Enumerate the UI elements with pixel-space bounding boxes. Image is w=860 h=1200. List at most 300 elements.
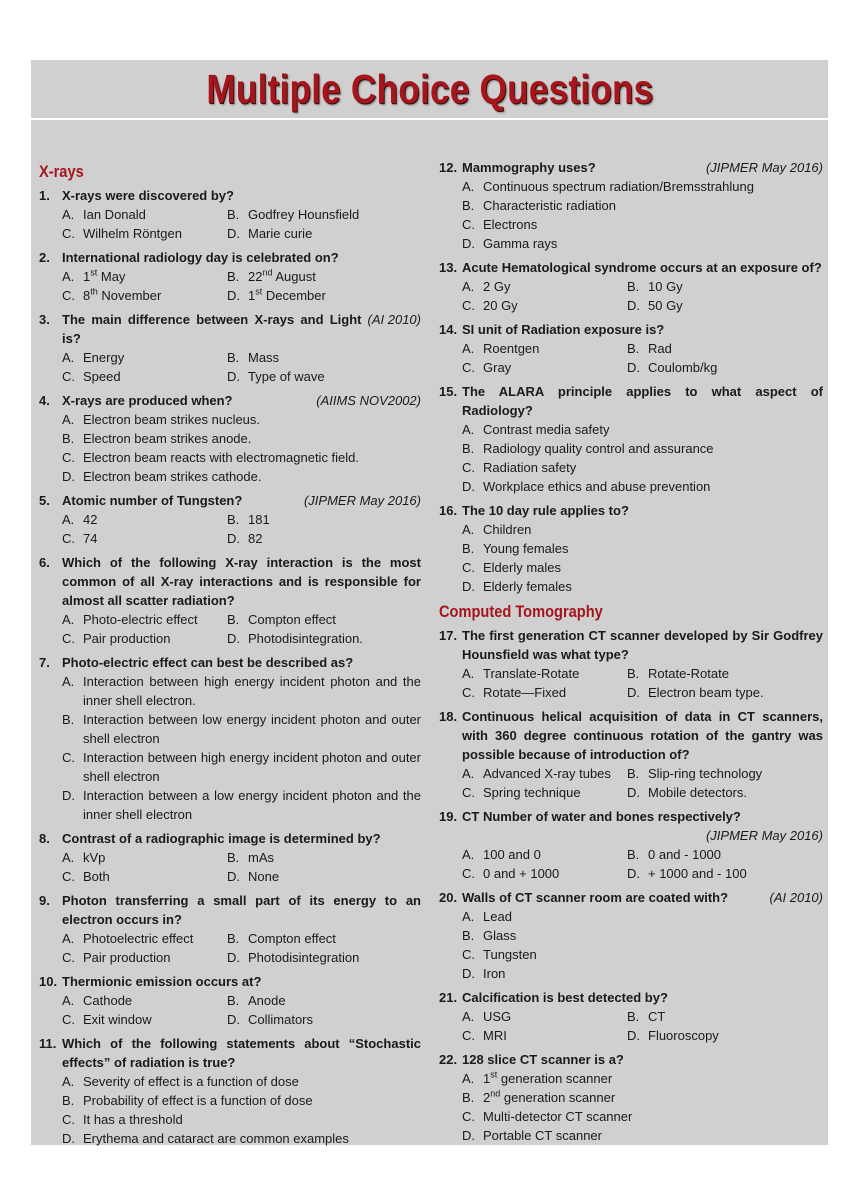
option-text: Portable CT scanner: [483, 1128, 602, 1143]
option: [227, 367, 421, 386]
question-text: CT Number of water and bones respectively?: [462, 809, 741, 824]
question-number: 12.: [439, 160, 458, 175]
option-letter: C.: [62, 369, 75, 384]
option: [627, 864, 823, 883]
option: [462, 196, 823, 215]
option-text: Rotate—Fixed: [483, 685, 567, 700]
question-text: The ALARA principle applies to what aspect of Radiology?: [462, 384, 823, 418]
question-number: 9.: [39, 893, 50, 908]
option: [627, 339, 823, 358]
question-header: [439, 382, 823, 420]
option: [627, 845, 823, 864]
option: [227, 510, 421, 529]
option: [227, 929, 421, 948]
option-letter: B.: [227, 350, 240, 365]
option-letter: C.: [62, 950, 75, 965]
option-text: USG: [483, 1009, 512, 1024]
page-title: Multiple Choice Questions: [205, 65, 654, 112]
question: [439, 626, 823, 702]
option-text: Lead: [483, 909, 512, 924]
option-letter: A.: [462, 847, 475, 862]
option: [462, 964, 823, 983]
option-text: Severity of effect is a function of dose: [83, 1074, 299, 1089]
option-text: 42: [83, 512, 98, 527]
option-letter: B.: [227, 612, 240, 627]
option: [462, 1069, 823, 1088]
question-number: 22.: [439, 1052, 458, 1067]
option-letter: C.: [62, 631, 75, 646]
question-text: 128 slice CT scanner is a?: [462, 1052, 624, 1067]
option: [462, 420, 823, 439]
options-list: [62, 848, 421, 886]
option: [627, 1026, 823, 1045]
option: [462, 664, 627, 683]
question-number: 7.: [39, 655, 50, 670]
options-list: [462, 1007, 823, 1045]
options-list: [62, 672, 421, 824]
question-source: (AI 2010): [367, 312, 421, 327]
option-letter: C.: [462, 360, 475, 375]
option-letter: B.: [462, 441, 475, 456]
options-list: [462, 1069, 823, 1145]
option-letter: C.: [462, 460, 475, 475]
option-text: Collimators: [248, 1012, 314, 1027]
options-list: [462, 764, 823, 802]
option-letter: D.: [462, 966, 475, 981]
option: [227, 848, 421, 867]
option-text: Type of wave: [248, 369, 325, 384]
question-number: 14.: [439, 322, 458, 337]
option-text: It has a threshold: [83, 1112, 183, 1127]
question: [39, 310, 421, 386]
option-text: Translate-Rotate: [483, 666, 580, 681]
option-letter: B.: [627, 1009, 640, 1024]
option: [62, 1110, 421, 1129]
options-list: [62, 348, 421, 386]
ordinal-suffix: nd: [262, 267, 273, 278]
option: [227, 948, 421, 967]
option-text: 50 Gy: [648, 298, 683, 313]
option: [462, 845, 627, 864]
option-text: 82: [248, 531, 263, 546]
option-text: Energy: [83, 350, 125, 365]
option-text: Photodisintegration: [248, 950, 360, 965]
option: [462, 458, 823, 477]
option-letter: A.: [62, 269, 75, 284]
option-text: Elderly males: [483, 560, 562, 575]
option-letter: A.: [62, 850, 75, 865]
option-text: Interaction between a low energy incident photon and the inner shell electron: [83, 788, 421, 822]
question-text: X-rays are produced when?: [62, 393, 233, 408]
option: [62, 948, 227, 967]
option-letter: B.: [227, 850, 240, 865]
option-text: 20 Gy: [483, 298, 518, 313]
option-text: Multi-detector CT scanner: [483, 1109, 633, 1124]
option-text: None: [248, 869, 280, 884]
option-text: Rotate-Rotate: [648, 666, 729, 681]
option: [462, 296, 627, 315]
option-letter: A.: [62, 207, 75, 222]
ordinal-suffix: th: [90, 286, 98, 297]
option-letter: C.: [62, 226, 75, 241]
option-letter: C.: [62, 1112, 75, 1127]
option-text: Electron beam strikes nucleus.: [83, 412, 261, 427]
option: [462, 945, 823, 964]
option: [462, 439, 823, 458]
option-text: mAs: [248, 850, 274, 865]
option-text: Glass: [483, 928, 517, 943]
option-text: 8th November: [83, 286, 162, 303]
option: [227, 1010, 421, 1029]
option-text: Gray: [483, 360, 512, 375]
right-column: [439, 158, 823, 1150]
option-letter: B.: [462, 198, 475, 213]
option-letter: B.: [627, 279, 640, 294]
option: [462, 1007, 627, 1026]
question-number: 3.: [39, 312, 50, 327]
option-text: Interaction between high energy incident photon and outer shell electron: [83, 750, 421, 784]
option: [62, 867, 227, 886]
option-text: Roentgen: [483, 341, 540, 356]
options-list: [62, 1072, 421, 1148]
option-text: Rad: [648, 341, 672, 356]
option-letter: A.: [62, 993, 75, 1008]
option-text: 100 and 0: [483, 847, 541, 862]
question-text: The 10 day rule applies to?: [462, 503, 629, 518]
question-header: [439, 158, 823, 177]
option-letter: B.: [462, 928, 475, 943]
question-text: The first generation CT scanner developed by Sir Godfrey Hounsfield was what type?: [462, 628, 823, 662]
question-header: [39, 829, 421, 848]
question-number: 18.: [439, 709, 458, 724]
option-text: Electron beam type.: [648, 685, 764, 700]
option-letter: A.: [462, 666, 475, 681]
option-text: Electron beam strikes cathode.: [83, 469, 262, 484]
option-letter: D.: [462, 236, 475, 251]
option-letter: D.: [627, 685, 640, 700]
option: [462, 358, 627, 377]
option-letter: C.: [462, 866, 475, 881]
option-letter: A.: [62, 512, 75, 527]
question-header: [439, 807, 823, 826]
option: [62, 448, 421, 467]
question: [439, 382, 823, 496]
option-text: Photoelectric effect: [83, 931, 194, 946]
option-text: 1st generation scanner: [483, 1069, 613, 1086]
option-letter: A.: [462, 909, 475, 924]
option-text: 2 Gy: [483, 279, 511, 294]
option: [627, 1007, 823, 1026]
option-text: Young females: [483, 541, 569, 556]
question-number: 13.: [439, 260, 458, 275]
option-letter: D.: [227, 226, 240, 241]
option-letter: D.: [227, 1012, 240, 1027]
question-source: (AIIMS NOV2002): [316, 393, 421, 408]
option-letter: C.: [62, 531, 75, 546]
question-number: 8.: [39, 831, 50, 846]
question-number: 15.: [439, 384, 458, 399]
options-list: [462, 845, 823, 883]
question: [39, 891, 421, 967]
option-text: 22nd August: [248, 267, 316, 284]
option-text: Marie curie: [248, 226, 313, 241]
option: [462, 907, 823, 926]
options-list: [462, 177, 823, 253]
option-letter: C.: [462, 685, 475, 700]
option: [62, 1129, 421, 1148]
question: [39, 186, 421, 243]
options-list: [62, 510, 421, 548]
question-number: 11.: [39, 1036, 57, 1051]
option-letter: B.: [227, 512, 240, 527]
question-number: 2.: [39, 250, 50, 265]
option-text: Pair production: [83, 631, 171, 646]
question: [39, 653, 421, 824]
option: [462, 683, 627, 702]
options-list: [462, 520, 823, 596]
option: [627, 683, 823, 702]
option-letter: D.: [627, 785, 640, 800]
option: [62, 929, 227, 948]
question-source: (JIPMER May 2016): [303, 493, 421, 508]
option-letter: B.: [62, 1093, 75, 1108]
option: [62, 848, 227, 867]
option: [462, 339, 627, 358]
option: [227, 629, 421, 648]
options-list: [62, 410, 421, 486]
option-letter: D.: [227, 631, 240, 646]
ordinal-suffix: st: [90, 267, 98, 278]
option: [462, 539, 823, 558]
option-letter: D.: [227, 869, 240, 884]
question-source: (JIPMER May 2016): [705, 828, 823, 843]
option: [462, 1107, 823, 1126]
option-letter: C.: [462, 298, 475, 313]
question: [439, 988, 823, 1045]
option: [462, 1026, 627, 1045]
ordinal-suffix: st: [490, 1069, 498, 1080]
option-text: Both: [83, 869, 110, 884]
option-text: Erythema and cataract are common examples: [83, 1131, 349, 1146]
option-letter: A.: [462, 179, 475, 194]
option-text: Compton effect: [248, 612, 336, 627]
question: [439, 501, 823, 596]
option-letter: D.: [462, 479, 475, 494]
option-text: Slip-ring technology: [648, 766, 763, 781]
option-text: 1st December: [248, 286, 326, 303]
question: [439, 807, 823, 883]
option-text: Mass: [248, 350, 280, 365]
option: [462, 1088, 823, 1107]
options-list: [62, 991, 421, 1029]
question-group: [439, 626, 823, 1145]
options-list: [62, 267, 421, 305]
question-header: [439, 320, 823, 339]
option-text: Exit window: [83, 1012, 152, 1027]
option: [227, 610, 421, 629]
option-text: 181: [248, 512, 270, 527]
option-text: Continuous spectrum radiation/Bremsstrahlung: [483, 179, 754, 194]
option: [227, 348, 421, 367]
question-text: Calcification is best detected by?: [462, 990, 668, 1005]
option: [62, 205, 227, 224]
question-source: (AI 2010): [769, 890, 823, 905]
option: [462, 764, 627, 783]
option-letter: B.: [627, 847, 640, 862]
option-letter: B.: [462, 541, 475, 556]
option: [62, 710, 421, 748]
question: [39, 553, 421, 648]
option-letter: B.: [227, 931, 240, 946]
left-column: [39, 156, 421, 1153]
option-text: + 1000 and - 100: [648, 866, 747, 881]
option-letter: A.: [62, 1074, 75, 1089]
option: [627, 783, 823, 802]
question-header: [439, 501, 823, 520]
option-text: 10 Gy: [648, 279, 683, 294]
option-letter: D.: [227, 288, 240, 303]
option-text: Gamma rays: [483, 236, 558, 251]
question-text: SI unit of Radiation exposure is?: [462, 322, 665, 337]
option-letter: B.: [227, 269, 240, 284]
question-number: 21.: [439, 990, 458, 1005]
question-header: [39, 653, 421, 672]
section-heading-xrays: X-rays: [39, 162, 84, 181]
option-letter: A.: [462, 1009, 475, 1024]
option: [62, 224, 227, 243]
option-text: Godfrey Hounsfield: [248, 207, 360, 222]
option-letter: C.: [462, 785, 475, 800]
question: [39, 829, 421, 886]
option-text: Electron beam strikes anode.: [83, 431, 252, 446]
options-list: [462, 277, 823, 315]
option-letter: C.: [462, 1028, 475, 1043]
option-letter: C.: [62, 450, 75, 465]
option-letter: A.: [62, 412, 75, 427]
section-heading-ct: Computed Tomography: [439, 602, 603, 621]
option-text: Characteristic radiation: [483, 198, 616, 213]
option-text: Children: [483, 522, 532, 537]
option-letter: B.: [62, 712, 75, 727]
option-letter: A.: [462, 1071, 475, 1086]
option-letter: A.: [62, 931, 75, 946]
option-letter: B.: [62, 431, 75, 446]
question-header: [39, 553, 421, 610]
question-group: [39, 186, 421, 1148]
option: [462, 783, 627, 802]
question-header: [439, 1050, 823, 1069]
option-text: Photodisintegration.: [248, 631, 363, 646]
option: [462, 277, 627, 296]
option-letter: B.: [627, 341, 640, 356]
option: [462, 520, 823, 539]
option-text: Elderly females: [483, 579, 572, 594]
option-letter: C.: [462, 947, 475, 962]
question: [39, 248, 421, 305]
option: [462, 477, 823, 496]
option: [62, 629, 227, 648]
question-text: Atomic number of Tungsten?: [62, 493, 243, 508]
option-letter: D.: [462, 1128, 475, 1143]
option: [62, 286, 227, 305]
question-number: 19.: [439, 809, 458, 824]
option-letter: D.: [227, 531, 240, 546]
option: [462, 1126, 823, 1145]
option-text: 0 and - 1000: [648, 847, 722, 862]
options-list: [462, 907, 823, 983]
option-letter: D.: [227, 950, 240, 965]
question-number: 17.: [439, 628, 458, 643]
options-list: [62, 610, 421, 648]
option-letter: A.: [462, 766, 475, 781]
option-text: Photo-electric effect: [83, 612, 198, 627]
option-text: Wilhelm Röntgen: [83, 226, 182, 241]
options-list: [462, 420, 823, 496]
option-text: Spring technique: [483, 785, 581, 800]
question-number: 4.: [39, 393, 50, 408]
question-source: (JIPMER May 2016): [705, 160, 823, 175]
option-letter: B.: [227, 993, 240, 1008]
option: [462, 926, 823, 945]
option: [62, 348, 227, 367]
option-letter: C.: [462, 217, 475, 232]
question-text: X-rays were discovered by?: [62, 188, 234, 203]
option: [627, 764, 823, 783]
option-text: Cathode: [83, 993, 133, 1008]
option-text: Mobile detectors.: [648, 785, 747, 800]
option-letter: B.: [627, 666, 640, 681]
option-letter: D.: [62, 1131, 75, 1146]
option: [227, 867, 421, 886]
question-text: Contrast of a radiographic image is determined by?: [62, 831, 381, 846]
question-header: [439, 888, 823, 907]
question-header: [439, 626, 823, 664]
options-list: [62, 205, 421, 243]
question-group: [439, 158, 823, 596]
question-number: 5.: [39, 493, 50, 508]
option: [627, 277, 823, 296]
option: [62, 510, 227, 529]
option-letter: C.: [62, 288, 75, 303]
option: [462, 558, 823, 577]
option: [462, 177, 823, 196]
option: [62, 748, 421, 786]
question: [39, 391, 421, 486]
option-letter: C.: [62, 750, 75, 765]
option-letter: D.: [62, 788, 75, 803]
option-letter: B.: [227, 207, 240, 222]
option-letter: C.: [462, 560, 475, 575]
option: [62, 672, 421, 710]
question-text: Photo-electric effect can best be described as?: [62, 655, 354, 670]
option-text: 0 and + 1000: [483, 866, 560, 881]
question: [439, 707, 823, 802]
option-text: Interaction between low energy incident photon and outer shell electron: [83, 712, 421, 746]
option: [62, 467, 421, 486]
question-text: International radiology day is celebrated on?: [62, 250, 339, 265]
option-letter: A.: [462, 341, 475, 356]
option-text: Coulomb/kg: [648, 360, 718, 375]
question-header: [39, 491, 421, 510]
option-text: CT: [648, 1009, 666, 1024]
option-letter: D.: [627, 866, 640, 881]
option: [462, 577, 823, 596]
option: [627, 296, 823, 315]
option-text: MRI: [483, 1028, 507, 1043]
options-list: [462, 664, 823, 702]
option-text: Contrast media safety: [483, 422, 610, 437]
option-letter: D.: [462, 579, 475, 594]
